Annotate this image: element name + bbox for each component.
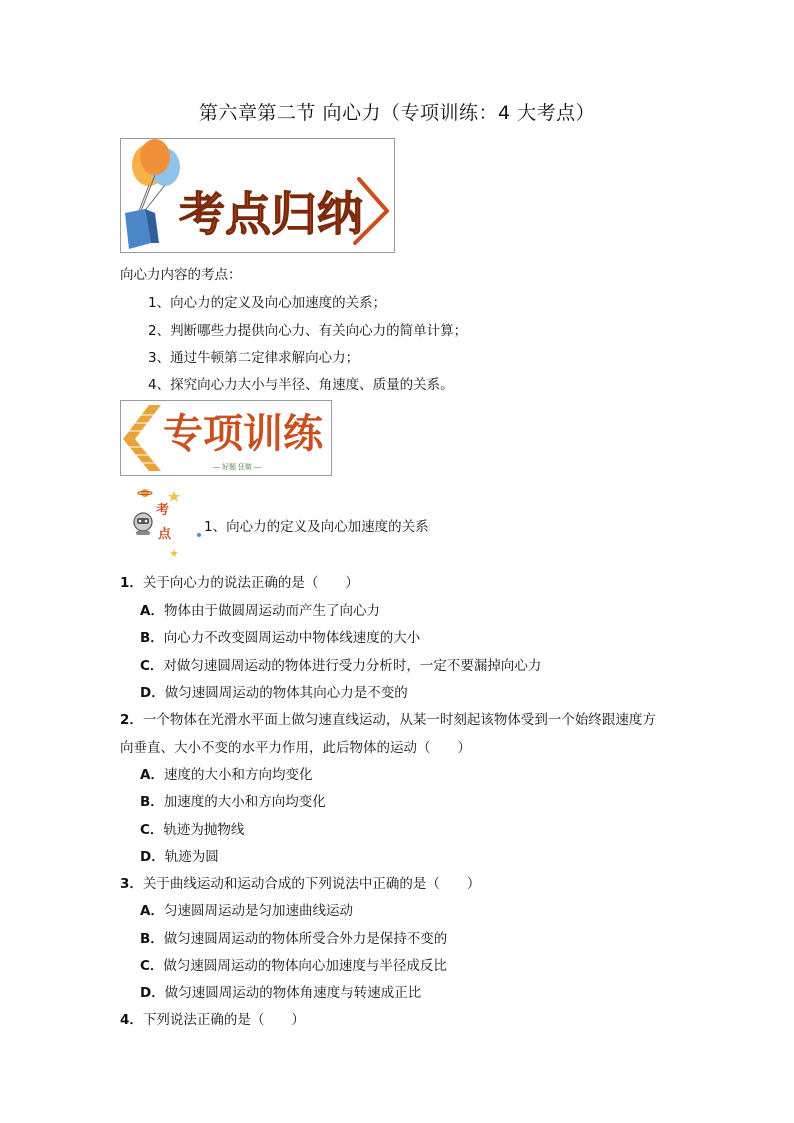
- kaodian-banner: [120, 138, 395, 253]
- question-number: 1．: [120, 575, 143, 591]
- kaodian-icon-char: 点: [158, 526, 172, 541]
- intro-text: 向心力内容的考点：: [120, 267, 242, 283]
- balloon-icon: [140, 139, 170, 175]
- dot-icon: [196, 532, 202, 538]
- option-text: 物体由于做圆周运动而产生了向心力: [163, 603, 380, 619]
- option-letter: C．: [140, 658, 164, 674]
- option: [140, 599, 380, 619]
- question-4: [120, 1008, 305, 1028]
- star-icon: [170, 549, 178, 557]
- point-item: 3、通过牛顿第二定律求解向心力；: [148, 350, 360, 366]
- question-stem: 下列说法正确的是（ ）: [142, 1012, 305, 1028]
- option-text: 做匀速圆周运动的物体其向心力是不变的: [164, 685, 408, 701]
- zhuanxiang-banner: [120, 400, 332, 476]
- option-letter: D．: [140, 849, 165, 865]
- option-text: 匀速圆周运动是匀加速曲线运动: [163, 903, 353, 919]
- option-text: 做匀速圆周运动的物体向心加速度与半径成反比: [163, 958, 447, 974]
- zhuanxiang-banner-subtext: — 好题 狂做 —: [213, 464, 261, 471]
- option-text: 速度的大小和方向均变化: [163, 767, 313, 783]
- option: [140, 981, 421, 1001]
- option-letter: C．: [140, 822, 164, 838]
- question-stem: 关于曲线运动和运动合成的下列说法中正确的是（ ）: [142, 876, 481, 892]
- question-3: [120, 872, 480, 892]
- question-1: [120, 571, 359, 591]
- star-icon: [168, 491, 180, 502]
- option-letter: A．: [140, 767, 164, 783]
- option: [140, 681, 408, 701]
- question-number: 3．: [120, 876, 143, 892]
- option-text: 对做匀速圆周运动的物体进行受力分析时，一定不要漏掉向心力: [163, 658, 542, 674]
- option: [140, 654, 541, 674]
- option: [140, 899, 353, 919]
- option-letter: B．: [140, 794, 164, 810]
- question-stem: 关于向心力的说法正确的是（ ）: [142, 575, 359, 591]
- point-item: 2、判断哪些力提供向心力、有关向心力的简单计算；: [148, 323, 468, 339]
- kaodian-icon-char: 考: [156, 502, 170, 517]
- question-2: [120, 708, 656, 728]
- option-text: 向心力不改变圆周运动中物体线速度的大小: [163, 630, 421, 646]
- question-number: 4．: [120, 1012, 143, 1028]
- kaodian-banner-text: 考点归纳: [179, 188, 363, 240]
- option: [140, 790, 326, 810]
- option-text: 做匀速圆周运动的物体所受合外力是保持不变的: [163, 931, 448, 947]
- option-letter: B．: [140, 931, 164, 947]
- zhuanxiang-banner-text: 专项训练: [163, 412, 323, 456]
- option-letter: D．: [140, 985, 165, 1001]
- question-stem-continued: 向垂直、大小不变的水平力作用，此后物体的运动（ ）: [120, 740, 471, 756]
- option: [140, 763, 312, 783]
- option-letter: B．: [140, 630, 164, 646]
- option-letter: D．: [140, 685, 165, 701]
- zhuanxiang-banner-graphic: [121, 401, 331, 475]
- option: [140, 954, 447, 974]
- option-text: 加速度的大小和方向均变化: [163, 794, 326, 810]
- point-item: 4、探究向心力大小与半径、角速度、质量的关系。: [148, 377, 454, 393]
- option: [140, 845, 219, 865]
- option-letter: C．: [140, 958, 164, 974]
- option-text: 轨迹为抛物线: [163, 822, 245, 838]
- option-text: 做匀速圆周运动的物体角速度与转速成正比: [164, 985, 422, 1001]
- option-letter: A．: [140, 903, 164, 919]
- question-number: 2．: [120, 712, 143, 728]
- option-letter: A．: [140, 603, 164, 619]
- kaodian-banner-graphic: [121, 139, 394, 252]
- option: [140, 818, 244, 838]
- option: [140, 927, 447, 947]
- page-title: 第六章第二节 向心力（专项训练：4 大考点）: [198, 102, 596, 124]
- planet-icon: [141, 489, 149, 497]
- question-stem: 一个物体在光滑水平面上做匀速直线运动，从某一时刻起该物体受到一个始终跟速度方: [142, 712, 656, 728]
- kaodian-section-icon: [128, 487, 184, 559]
- section-heading: 1、向心力的定义及向心加速度的关系: [204, 519, 429, 535]
- point-item: 1、向心力的定义及向心加速度的关系；: [148, 295, 387, 311]
- option: [140, 626, 420, 646]
- option-text: 轨迹为圆: [164, 849, 219, 865]
